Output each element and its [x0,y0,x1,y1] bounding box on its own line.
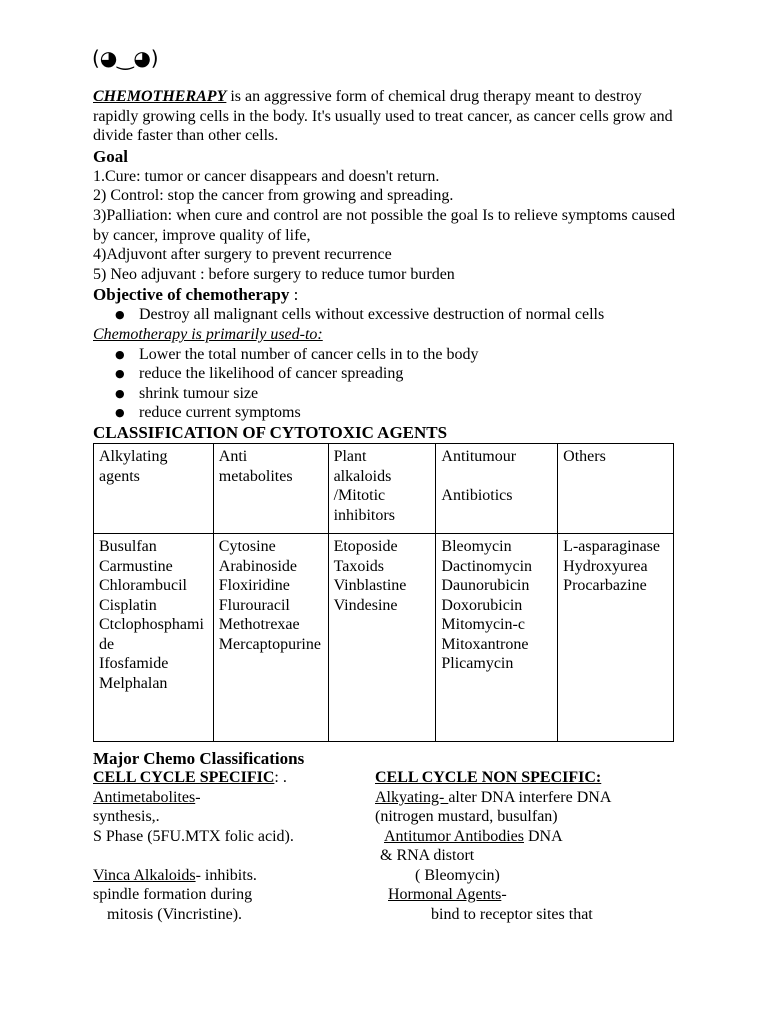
header-line: agents [99,467,140,485]
specific-line: spindle formation during [93,886,253,904]
drug-name: Dactinomycin [441,557,533,575]
primary-use-item: ● reduce the likelihood of cancer spreading [93,364,683,384]
objective-heading [93,284,683,305]
primary-use-item: ● shrink tumour size [93,384,683,404]
drug-name: Doxorubicin [441,596,523,614]
drug-name: Hydroxyurea [563,557,648,575]
intro-text: is an aggressive form of chemical drug therapy meant to destroy rapidly growing cells in the body. It's usually used to treat cancer, as cancer cells grow and divide faster than other cells. [93,88,673,145]
drug-name: Methotrexae [218,616,300,634]
non-specific-line: (nitrogen mustard, busulfan) [375,808,558,826]
table-row [94,533,674,741]
header-line: Anti [218,447,248,465]
primary-use-heading: Chemotherapy is primarily used-to: [93,325,323,343]
drug-name: Mitoxantrone [441,635,529,653]
header-line: Antibiotics [441,487,513,505]
alkyating-line: Alkyating- alter DNA interfere DNA [375,788,612,806]
primary-use-list [93,345,683,423]
drug-name: Chlorambucil [99,577,187,595]
drug-name: L-asparaginase [563,537,661,555]
table-header-row [94,443,674,533]
specific-line: synthesis,. [93,808,160,826]
table-cell [328,533,436,741]
drug-name: Plicamycin [441,655,514,673]
goal-item: 2) Control: stop the cancer from growing and spreading. [93,187,454,205]
drug-name: Procarbazine [563,577,647,595]
header-cell [436,443,558,533]
goal-item: 3)Palliation: when cure and control are not possible the goal Is to relieve symptoms caused by cancer, improve quality of life, [93,206,676,244]
cell-cycle-non-specific-column [375,768,695,924]
document-body [93,87,683,928]
antimetabolites-line: Antimetabolites- [93,788,201,806]
non-specific-line: bind to receptor sites that [431,905,593,923]
intro-paragraph [93,87,683,146]
goal-item: 4)Adjuvont after surgery to prevent recurrence [93,246,392,264]
drug-name: Melphalan [99,675,168,693]
header-line: Others [563,447,606,465]
header-line [441,467,553,487]
header-line: inhibitors [333,506,395,524]
major-classifications-heading: Major Chemo Classifications [93,748,305,768]
drug-name: Floxiridine [218,577,290,595]
spacer [93,846,373,866]
table-cell [94,533,214,741]
cell-cycle-specific-title: CELL CYCLE SPECIFIC: . [93,769,287,787]
goal-list [93,167,683,285]
header-line: Antitumour [441,447,517,465]
non-specific-line: & RNA distort [380,847,475,865]
header-cell [213,443,328,533]
drug-name: Carmustine [99,557,173,575]
objective-heading-text: Objective of chemotherapy [93,285,290,305]
drug-name: Etoposide [333,537,398,555]
drug-name: Ifosfamide [99,655,169,673]
non-specific-line: ( Bleomycin) [415,866,500,884]
major-columns [93,768,683,928]
header-line: Alkylating [99,447,168,465]
drug-name: Arabinoside [218,557,297,575]
header-cell [94,443,214,533]
cell-cycle-specific-column [93,768,373,924]
drug-name: Mercaptopurine [218,635,321,653]
hormonal-line: Hormonal Agents- [388,886,507,904]
table-cell [558,533,674,741]
header-line: alkaloids [333,467,392,485]
header-line: /Mitotic [333,487,386,505]
vinca-line: Vinca Alkaloids- inhibits. [93,866,257,884]
drug-name: Ctclophosphamide [99,616,204,653]
header-cell [558,443,674,533]
drug-name: Mitomycin-c [441,616,525,634]
drug-name: Bleomycin [441,537,512,555]
primary-use-item: ● reduce current symptoms [93,403,683,423]
table-cell [436,533,558,741]
drug-name: Daunorubicin [441,577,530,595]
drug-name: Busulfan [99,537,157,555]
specific-line: S Phase (5FU.MTX folic acid). [93,827,294,845]
antitumor-line: Antitumor Antibodies DNA [384,827,563,845]
cell-cycle-non-specific-title: CELL CYCLE NON SPECIFIC: [375,769,602,787]
intro-term: CHEMOTHERAPY [93,88,227,105]
drug-name: Cytosine [218,537,276,555]
drug-name: Taxoids [333,557,385,575]
objective-item: ● Destroy all malignant cells without excessive destruction of normal cells [93,305,683,325]
header-line: Plant [333,447,367,465]
objective-colon: : [289,285,299,305]
header-cell [328,443,436,533]
drug-name: Flurouracil [218,596,290,614]
header-line: metabolites [218,467,293,485]
drug-name: Vinblastine [333,577,407,595]
specific-line: mitosis (Vincristine). [107,905,243,923]
goal-item: 1.Cure: tumor or cancer disappears and doesn't return. [93,167,440,185]
table-cell [213,533,328,741]
drug-name: Cisplatin [99,596,157,614]
drug-name: Vindesine [333,596,398,614]
objective-list [93,305,683,325]
goal-heading: Goal [93,146,128,166]
emoticon: (◕‿◕) [92,46,159,70]
cytotoxic-table [93,443,674,742]
goal-item: 5) Neo adjuvant : before surgery to reduce tumor burden [93,265,455,283]
classification-title: CLASSIFICATION OF CYTOTOXIC AGENTS [93,422,448,442]
primary-use-item: ● Lower the total number of cancer cells in to the body [93,345,683,365]
